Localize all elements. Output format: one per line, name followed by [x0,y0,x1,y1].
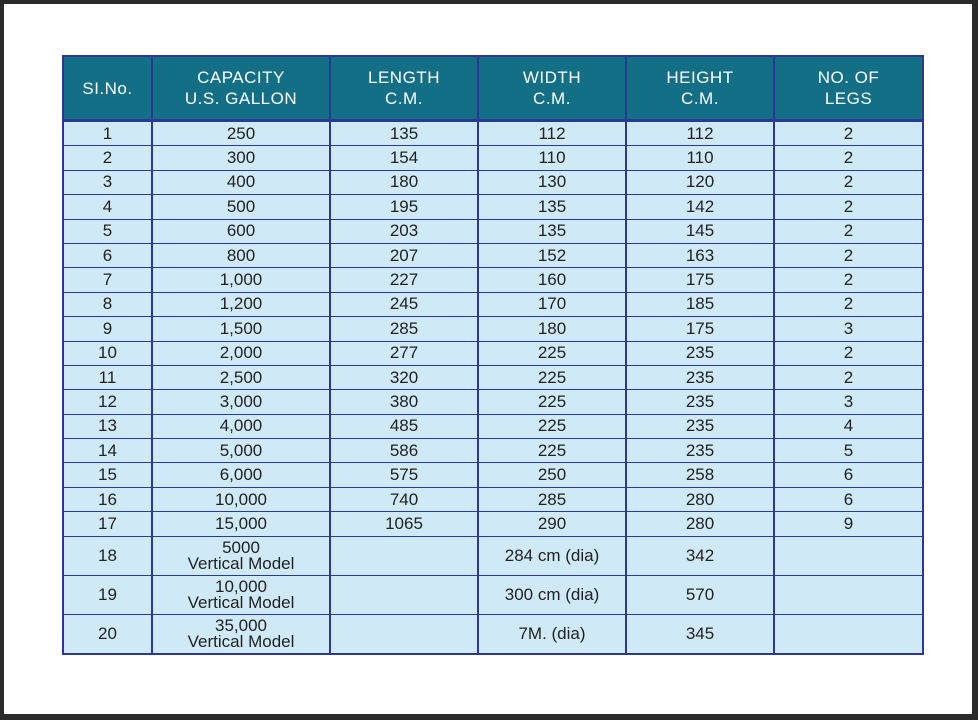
cell-length: 485 [330,414,478,438]
cell-length: 320 [330,365,478,389]
cell-capacity-line: 5000 [222,537,260,557]
cell-capacity: 10,000 [152,487,330,511]
table-row [63,268,923,292]
cell-capacity: 1,500 [152,317,330,341]
cell-width: 152 [478,243,626,267]
cell-length: 1065 [330,512,478,536]
cell-height: 235 [626,365,774,389]
cell-width: 285 [478,487,626,511]
cell-height: 185 [626,292,774,316]
cell-legs: 2 [774,146,923,170]
cell-capacity: 600 [152,219,330,243]
header-capacity: CAPACITY U.S. GALLON [152,56,330,121]
cell-height: 163 [626,243,774,267]
cell-capacity-line: 10,000 [215,576,267,596]
cell-capacity: 250 [152,121,330,146]
cell-sl: 13 [63,414,152,438]
cell-sl: 5 [63,219,152,243]
header-length: LENGTH C.M. [330,56,478,121]
cell-sl: 16 [63,487,152,511]
cell-width: 300 cm (dia) [478,575,626,614]
cell-capacity: 500 [152,195,330,219]
cell-legs: 9 [774,512,923,536]
cell-length [330,614,478,654]
cell-sl: 8 [63,292,152,316]
cell-capacity: 400 [152,170,330,194]
cell-capacity-line: Vertical Model [187,592,295,612]
cell-capacity-line: Vertical Model [187,631,295,651]
table-row [63,365,923,389]
cell-sl: 3 [63,170,152,194]
cell-width: 170 [478,292,626,316]
cell-sl: 15 [63,463,152,487]
cell-legs: 2 [774,121,923,146]
cell-height: 142 [626,195,774,219]
table-row [63,292,923,316]
cell-height: 145 [626,219,774,243]
cell-sl: 18 [63,536,152,575]
cell-width: 225 [478,414,626,438]
cell-legs: 2 [774,219,923,243]
cell-width: 225 [478,390,626,414]
cell-height: 280 [626,512,774,536]
cell-capacity [152,536,330,575]
cell-height: 345 [626,614,774,654]
cell-length: 575 [330,463,478,487]
cell-sl: 17 [63,512,152,536]
cell-width: 130 [478,170,626,194]
cell-legs: 3 [774,390,923,414]
table-row [63,414,923,438]
cell-length: 586 [330,439,478,463]
header-sl-no: SI.No. [63,56,152,121]
cell-width: 112 [478,121,626,146]
cell-length: 740 [330,487,478,511]
cell-length: 245 [330,292,478,316]
cell-length: 203 [330,219,478,243]
cell-width: 110 [478,146,626,170]
cell-legs: 2 [774,268,923,292]
cell-length: 285 [330,317,478,341]
cell-sl: 12 [63,390,152,414]
cell-width: 180 [478,317,626,341]
cell-legs [774,575,923,614]
cell-legs: 6 [774,463,923,487]
cell-height: 175 [626,317,774,341]
cell-width: 225 [478,341,626,365]
cell-length: 380 [330,390,478,414]
cell-capacity: 1,200 [152,292,330,316]
cell-width: 7M. (dia) [478,614,626,654]
cell-length: 207 [330,243,478,267]
cell-sl: 1 [63,121,152,146]
cell-height: 235 [626,439,774,463]
cell-height: 175 [626,268,774,292]
cell-height: 570 [626,575,774,614]
cell-legs: 2 [774,292,923,316]
cell-capacity: 5,000 [152,439,330,463]
cell-legs: 6 [774,487,923,511]
cell-capacity: 4,000 [152,414,330,438]
cell-legs [774,536,923,575]
cell-sl: 2 [63,146,152,170]
cell-capacity: 3,000 [152,390,330,414]
cell-capacity: 2,500 [152,365,330,389]
cell-legs: 2 [774,243,923,267]
cell-length: 135 [330,121,478,146]
cell-capacity: 800 [152,243,330,267]
cell-sl: 9 [63,317,152,341]
cell-height: 112 [626,121,774,146]
tank-specification-table [62,55,924,655]
cell-height: 235 [626,414,774,438]
table-row [63,146,923,170]
cell-length: 227 [330,268,478,292]
cell-capacity-line: 35,000 [215,615,267,635]
header-no-of-legs: NO. OF LEGS [774,56,923,121]
cell-capacity [152,575,330,614]
table-row [63,536,923,575]
cell-capacity: 1,000 [152,268,330,292]
table-row [63,219,923,243]
table-body [63,121,923,654]
cell-capacity-line: Vertical Model [187,553,295,573]
cell-legs: 3 [774,317,923,341]
cell-sl: 4 [63,195,152,219]
cell-height: 110 [626,146,774,170]
cell-capacity: 2,000 [152,341,330,365]
cell-legs: 2 [774,170,923,194]
cell-capacity: 15,000 [152,512,330,536]
table-row [63,317,923,341]
table-row [63,243,923,267]
cell-legs: 2 [774,195,923,219]
cell-width: 135 [478,195,626,219]
cell-height: 258 [626,463,774,487]
cell-height: 235 [626,341,774,365]
table-row [63,512,923,536]
cell-sl: 11 [63,365,152,389]
cell-width: 250 [478,463,626,487]
cell-width: 225 [478,365,626,389]
cell-sl: 19 [63,575,152,614]
cell-sl: 20 [63,614,152,654]
cell-length [330,575,478,614]
cell-height: 280 [626,487,774,511]
cell-width: 290 [478,512,626,536]
cell-width: 135 [478,219,626,243]
table-row [63,439,923,463]
cell-sl: 10 [63,341,152,365]
table-row [63,121,923,146]
cell-height: 342 [626,536,774,575]
cell-sl: 14 [63,439,152,463]
cell-width: 225 [478,439,626,463]
table-row [63,614,923,654]
cell-legs: 2 [774,341,923,365]
cell-capacity: 300 [152,146,330,170]
table-row [63,487,923,511]
cell-legs: 5 [774,439,923,463]
cell-height: 120 [626,170,774,194]
table-row [63,195,923,219]
table-row [63,463,923,487]
cell-sl: 7 [63,268,152,292]
cell-length: 180 [330,170,478,194]
header-height: HEIGHT C.M. [626,56,774,121]
cell-capacity [152,614,330,654]
header-width: WIDTH C.M. [478,56,626,121]
cell-legs: 2 [774,365,923,389]
cell-width: 160 [478,268,626,292]
cell-legs: 4 [774,414,923,438]
cell-sl: 6 [63,243,152,267]
table-row [63,170,923,194]
cell-legs [774,614,923,654]
cell-length: 195 [330,195,478,219]
cell-length: 277 [330,341,478,365]
table-row [63,575,923,614]
header-row [63,56,923,121]
cell-length: 154 [330,146,478,170]
cell-width: 284 cm (dia) [478,536,626,575]
table-row [63,341,923,365]
cell-height: 235 [626,390,774,414]
cell-length [330,536,478,575]
table-row [63,390,923,414]
cell-capacity: 6,000 [152,463,330,487]
